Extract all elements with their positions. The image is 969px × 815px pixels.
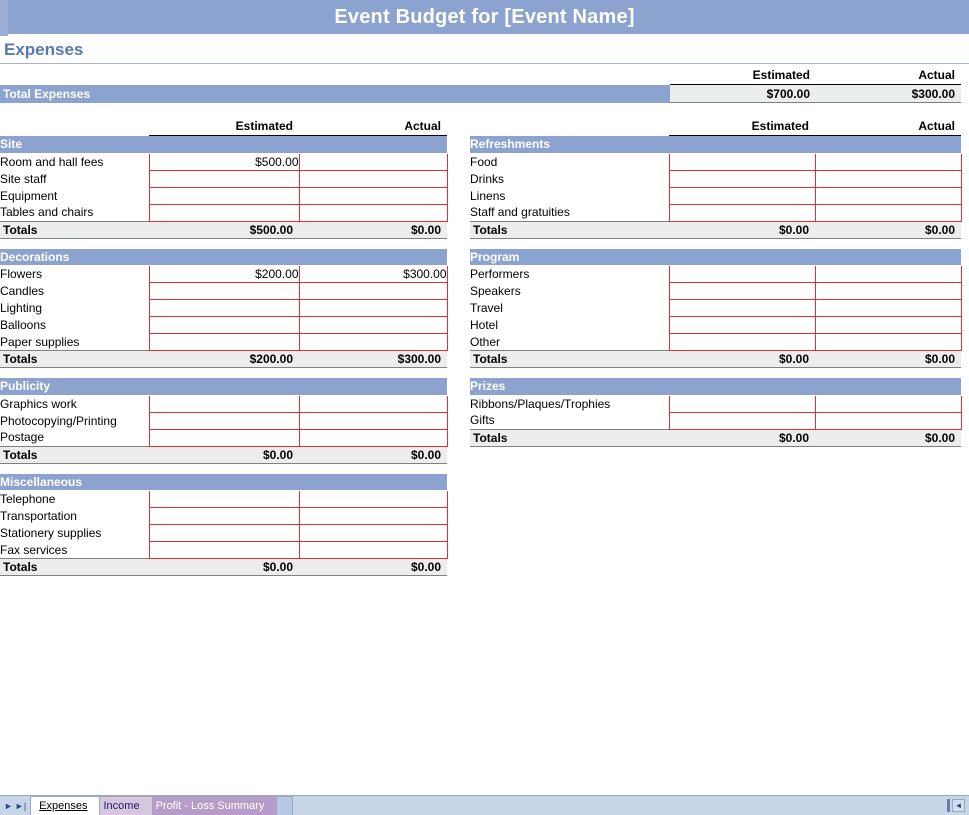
totals-label: Totals — [470, 351, 669, 368]
cell-actual[interactable] — [299, 204, 447, 221]
row-label: Fax services — [0, 542, 68, 557]
totals-label: Totals — [0, 559, 149, 576]
sheet-nav-buttons — [0, 796, 30, 815]
table-row — [470, 334, 961, 351]
table-row — [0, 317, 447, 334]
cell-estimated[interactable] — [669, 334, 815, 351]
totals-label: Totals — [470, 429, 669, 446]
cell-actual[interactable] — [299, 153, 447, 170]
cell-estimated[interactable] — [149, 491, 299, 508]
row-label: Postage — [0, 430, 45, 445]
cell-actual[interactable] — [815, 153, 961, 170]
totals-actual: $0.00 — [299, 446, 447, 463]
title-bar-cap — [0, 0, 8, 36]
sheet-tab-bar — [0, 795, 969, 815]
block-miscellaneous — [0, 474, 447, 577]
workbook-title-bar — [0, 0, 969, 36]
totals-actual: $0.00 — [299, 559, 447, 576]
block-site — [0, 136, 447, 239]
left-estimated-header: Estimated — [149, 118, 299, 136]
cell-estimated[interactable]: $500.00 — [149, 153, 299, 170]
table-row — [0, 525, 447, 542]
row-label: Performers — [470, 267, 530, 282]
table-row — [470, 170, 961, 187]
right-estimated-header: Estimated — [669, 118, 815, 136]
table-row — [470, 136, 961, 153]
row-label: Lighting — [0, 301, 43, 315]
totals-actual: $0.00 — [299, 221, 447, 238]
block-title-refreshments: Refreshments — [470, 136, 961, 153]
table-row — [0, 187, 447, 204]
totals-estimated: $0.00 — [669, 351, 815, 368]
table-row — [470, 283, 961, 300]
table-row — [470, 300, 961, 317]
cell-actual[interactable] — [815, 395, 961, 412]
totals-actual: $0.00 — [815, 221, 961, 238]
row-label: Drinks — [470, 171, 505, 186]
row-label: Room and hall fees — [0, 154, 104, 169]
table-row — [0, 542, 447, 559]
row-label: Graphics work — [0, 396, 77, 411]
cell-estimated[interactable] — [149, 204, 299, 221]
cell-actual[interactable]: $300.00 — [299, 266, 447, 283]
table-row — [0, 300, 447, 317]
row-label: Gifts — [470, 413, 495, 428]
table-row — [0, 491, 447, 508]
row-label: Speakers — [470, 284, 521, 298]
block-prizes — [470, 378, 961, 447]
table-row-totals — [0, 221, 447, 238]
cell-actual[interactable] — [815, 204, 961, 221]
left-column — [0, 118, 447, 586]
section-heading: Expenses — [0, 40, 969, 64]
block-title-program: Program — [470, 249, 961, 266]
total-expenses-label: Total Expenses — [0, 85, 670, 103]
table-row — [0, 378, 447, 395]
totals-estimated: $0.00 — [669, 429, 815, 446]
cell-actual[interactable] — [815, 317, 961, 334]
table-row — [0, 395, 447, 412]
cell-actual[interactable] — [299, 334, 447, 351]
table-row — [0, 266, 447, 283]
cell-estimated[interactable] — [149, 395, 299, 412]
totals-estimated: $500.00 — [149, 221, 299, 238]
page-title: Event Budget for [Event Name] — [334, 5, 635, 28]
table-row — [0, 412, 447, 429]
right-column-headers — [470, 118, 961, 136]
cell-actual[interactable] — [299, 395, 447, 412]
totals-label: Totals — [0, 221, 149, 238]
table-row — [470, 187, 961, 204]
table-row-totals — [0, 351, 447, 368]
row-label: Site staff — [0, 171, 47, 186]
block-title-decorations: Decorations — [0, 249, 447, 266]
right-column — [470, 118, 961, 457]
table-row-totals — [0, 446, 447, 463]
table-row — [470, 153, 961, 170]
table-row — [0, 136, 447, 153]
row-label: Stationery supplies — [0, 526, 102, 540]
sheet-tab-profit-loss-summary[interactable] — [147, 796, 278, 815]
table-row-totals — [470, 429, 961, 446]
row-label: Tables and chairs — [0, 205, 94, 220]
cell-actual[interactable] — [299, 187, 447, 204]
cell-estimated[interactable] — [669, 412, 815, 429]
scroll-split-handle[interactable] — [947, 799, 950, 812]
cell-estimated[interactable] — [149, 300, 299, 317]
totals-estimated: $0.00 — [669, 221, 815, 238]
row-label: Telephone — [0, 492, 56, 507]
row-label: Balloons — [0, 318, 47, 332]
sheet-tab-label: Profit - Loss Summary — [155, 800, 265, 812]
cell-estimated[interactable] — [149, 542, 299, 559]
right-actual-header: Actual — [815, 118, 961, 136]
total-expenses-estimated[interactable]: $700.00 — [670, 85, 816, 103]
left-column-headers — [0, 118, 447, 136]
totals-actual: $0.00 — [815, 351, 961, 368]
totals-label: Totals — [0, 351, 149, 368]
table-row — [470, 204, 961, 221]
table-row — [0, 283, 447, 300]
table-row — [470, 378, 961, 395]
cell-estimated[interactable] — [669, 187, 815, 204]
block-program — [470, 249, 961, 369]
cell-actual[interactable] — [299, 300, 447, 317]
table-row — [470, 412, 961, 429]
row-label: Photocopying/Printing — [0, 413, 117, 428]
cell-estimated[interactable]: $200.00 — [149, 266, 299, 283]
cell-estimated[interactable] — [669, 283, 815, 300]
cell-actual[interactable] — [299, 317, 447, 334]
totals-label: Totals — [0, 446, 149, 463]
cell-actual[interactable] — [815, 266, 961, 283]
table-row — [0, 334, 447, 351]
row-label: Equipment — [0, 188, 58, 203]
table-row — [0, 170, 447, 187]
cell-estimated[interactable] — [149, 525, 299, 542]
row-label: Transportation — [0, 509, 77, 523]
row-label: Linens — [470, 188, 506, 203]
tab-bar-filler — [297, 796, 829, 815]
total-estimated-header: Estimated — [670, 68, 816, 85]
table-row — [0, 429, 447, 446]
cell-estimated[interactable] — [669, 153, 815, 170]
block-publicity — [0, 378, 447, 464]
total-expenses-column-headers — [670, 68, 961, 85]
cell-estimated[interactable] — [149, 334, 299, 351]
totals-estimated: $0.00 — [149, 446, 299, 463]
table-row — [0, 204, 447, 221]
table-row — [470, 249, 961, 266]
table-row — [0, 508, 447, 525]
last-sheet-icon[interactable]: ►| — [14, 800, 27, 811]
horizontal-scrollbar[interactable] — [829, 796, 969, 815]
sheet-tab-label: Income — [103, 800, 140, 812]
totals-estimated: $200.00 — [149, 351, 299, 368]
block-title-miscellaneous: Miscellaneous — [0, 474, 447, 491]
table-row — [0, 153, 447, 170]
cell-estimated[interactable] — [669, 204, 815, 221]
cell-actual[interactable] — [815, 170, 961, 187]
row-label: Ribbons/Plaques/Trophies — [470, 396, 611, 411]
cell-actual[interactable] — [299, 283, 447, 300]
table-row-totals — [0, 559, 447, 576]
cell-actual[interactable] — [299, 412, 447, 429]
cell-estimated[interactable] — [149, 508, 299, 525]
cell-estimated[interactable] — [149, 412, 299, 429]
table-row — [470, 266, 961, 283]
left-actual-header: Actual — [299, 118, 447, 136]
cell-estimated[interactable] — [149, 187, 299, 204]
block-title-publicity: Publicity — [0, 378, 447, 395]
row-label: Travel — [470, 301, 503, 315]
row-label: Hotel — [470, 318, 499, 332]
cell-estimated[interactable] — [149, 429, 299, 446]
totals-actual: $300.00 — [299, 351, 447, 368]
total-expenses-row — [0, 85, 961, 103]
row-label: Candles — [0, 284, 45, 298]
cell-actual[interactable] — [815, 283, 961, 300]
row-label: Staff and gratuities — [470, 205, 570, 220]
table-row-totals — [470, 221, 961, 238]
cell-estimated[interactable] — [149, 283, 299, 300]
row-label: Food — [470, 154, 498, 169]
block-decorations — [0, 249, 447, 369]
cell-estimated[interactable] — [669, 300, 815, 317]
totals-estimated: $0.00 — [149, 559, 299, 576]
cell-estimated[interactable] — [669, 395, 815, 412]
cell-actual[interactable] — [299, 508, 447, 525]
cell-actual[interactable] — [299, 491, 447, 508]
total-expenses-actual[interactable]: $300.00 — [816, 85, 961, 103]
sheet-tab-expenses[interactable] — [30, 796, 100, 815]
total-actual-header: Actual — [816, 68, 961, 85]
cell-actual[interactable] — [815, 300, 961, 317]
totals-label: Totals — [470, 221, 669, 238]
cell-estimated[interactable] — [669, 170, 815, 187]
scroll-left-arrow[interactable]: ◄ — [952, 799, 965, 812]
table-row — [0, 249, 447, 266]
cell-actual[interactable] — [299, 170, 447, 187]
block-title-prizes: Prizes — [470, 378, 961, 395]
cell-actual[interactable] — [299, 542, 447, 559]
sheet-tab-label: Expenses — [39, 800, 88, 812]
cell-actual[interactable] — [299, 525, 447, 542]
cell-estimated[interactable] — [669, 317, 815, 334]
sheet-tab-income[interactable] — [94, 796, 152, 815]
cell-actual[interactable] — [299, 429, 447, 446]
table-row — [0, 474, 447, 491]
block-title-site: Site — [0, 136, 447, 153]
table-row-totals — [470, 351, 961, 368]
next-sheet-icon[interactable]: ► — [4, 800, 13, 811]
totals-actual: $0.00 — [815, 429, 961, 446]
cell-estimated[interactable] — [669, 266, 815, 283]
cell-estimated[interactable] — [149, 170, 299, 187]
row-label: Paper supplies — [0, 334, 80, 349]
table-row — [470, 317, 961, 334]
cell-actual[interactable] — [815, 187, 961, 204]
row-label: Flowers — [0, 267, 43, 282]
cell-actual[interactable] — [815, 334, 961, 351]
cell-actual[interactable] — [815, 412, 961, 429]
block-refreshments — [470, 136, 961, 239]
row-label: Other — [470, 334, 501, 349]
cell-estimated[interactable] — [149, 317, 299, 334]
table-row — [470, 395, 961, 412]
